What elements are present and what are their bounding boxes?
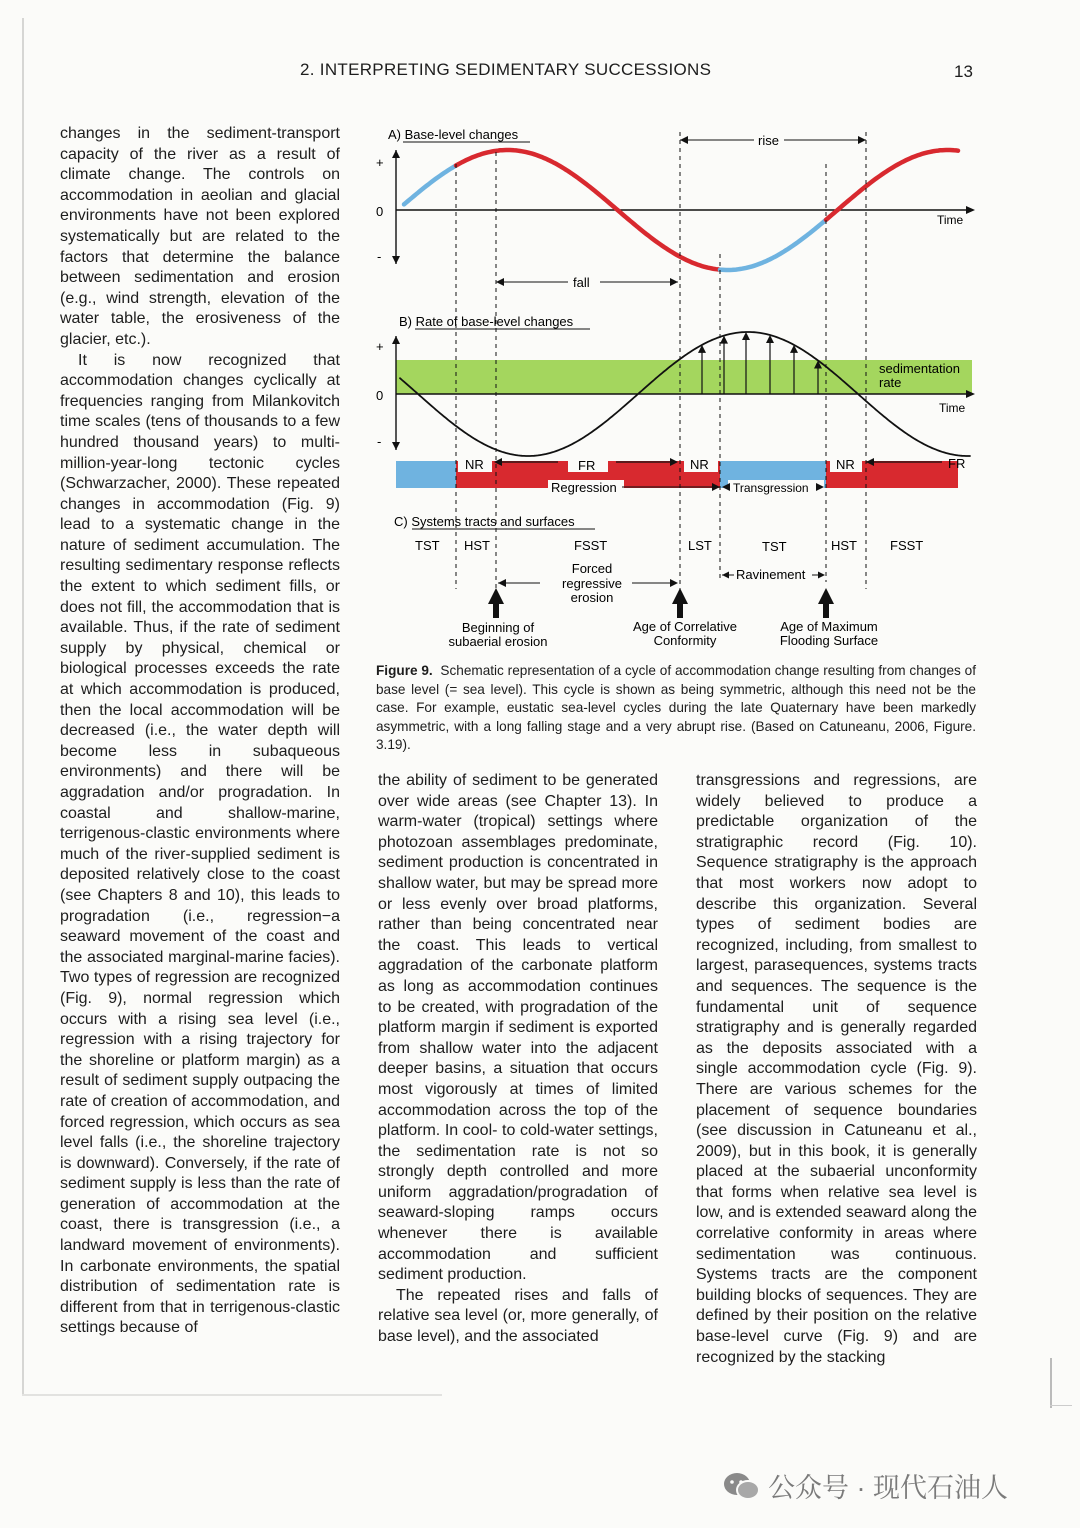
- forced-erosion-label: erosion: [570, 590, 614, 605]
- caption-text: Schematic representation of a cycle of accommodation change resulting from changes of base level (= sea level). This cycle is shown as being symmetric, although this need not be the case. For example, eustatic sea-level cycles during the late Quaternary have been markedly asymmetric, with a long falling stage and a very abrupt rise. (Based on Catuneanu, 2006, Figure. 3.19).: [376, 663, 976, 753]
- panel-a-title: A) Base-level changes: [388, 127, 519, 142]
- caption-label: Figure 9.: [376, 663, 433, 678]
- systems-tract-label: FSST: [574, 538, 608, 553]
- nr-label: NR: [465, 457, 484, 472]
- arrowhead: [858, 136, 866, 144]
- figure-9-diagram: [372, 124, 980, 662]
- page-bottom-edge: [22, 1394, 442, 1396]
- axis-zero: 0: [376, 204, 384, 219]
- curve-segment: [404, 166, 456, 205]
- running-head: 2. INTERPRETING SEDIMENTARY SUCCESSIONS: [300, 60, 712, 79]
- surface-arrow-icon: [488, 588, 504, 618]
- time-label-a: Time: [937, 213, 964, 227]
- arrowhead: [722, 572, 729, 579]
- regression-label: Regression: [551, 480, 617, 495]
- page-edge: [22, 18, 24, 1396]
- watermark: [722, 1466, 1008, 1505]
- transgression-label: Transgression: [733, 481, 809, 495]
- paragraph: It is now recognized that accommodation changes cyclically at frequencies ranging from Milankovitch time scales (tens of thousands to a few hundred thousand years) to multi-million-year-long tectonic cycles (Schwarzacher, 2000). These repeated changes in accommodation (Fig. 9) lead to a systematic change in the nature of sediment accumulation. The resulting sedimentary response reflects the extent to which sediment fills, or does not fill, the accommodation that is available. Thus, if the rate of sediment supply by physical, chemical or biological processes exceeds the rate at which accommodation is produced, then the local accommodation will be decreased (i.e., the water depth will become less in subaqueous environments) and there will be aggradation and/or progradation. In coastal and shallow-marine, terrigenous-clastic environments where much of the river-supplied sediment is deposited relatively close to the coast (see Chapters 8 and 10), this leads to progradation (i.e., regression−a seaward movement of the coast and the associated marginal-marine facies). Two types of regression are recognized (Fig. 9), normal regression which occurs with a rising sea level (i.e., regression with a rising trajectory for the shoreline or platform margin) as a result of sediment supply outpacing the rate of creation of accommodation, and forced regression, which occurs as sea level falls (i.e., the shoreline trajectory is downward). Conversely, if the rate of sediment supply is less than the rate of generation of accommodation at the coast, there is transgression (i.e., a landward movement of environments). In carbonate environments, the spatial distribution of sedimentation rate is different from that in terrigenous-clastic settings because of: [60, 351, 340, 1337]
- arrowhead: [680, 136, 688, 144]
- axis-zero: 0: [376, 388, 384, 403]
- surface-label: Conformity: [653, 633, 717, 648]
- curve-segment: [720, 220, 826, 270]
- axis-plus: +: [376, 155, 384, 170]
- chat-bubble-icon: [722, 1471, 760, 1501]
- panel-b-title: B) Rate of base-level changes: [399, 314, 574, 329]
- paragraph: transgressions and regressions, are widely believed to produce a predictable organization of the stratigraphic record (Fig. 10). Sequence stratigraphy is the approach that most workers now adopt to describe this organization. Several types of sediment bodies are recognized, including, from smallest to largest, parasequences, systems tracts and sequences. The sequence is the fundamental unit of sequence stratigraphy and is generally regarded as the deposits associated with a single accommodation cycle (Fig. 9). There are various schemes for the placement of sequence boundaries (see discussion in Catuneanu et al., 2009), but in this book, it is generally placed at the subaerial unconformity that forms when relative sea level is low, and is extended seaward along the correlative conformity in areas where sedimentation was continuous. Systems tracts are the component building blocks of sequences. They are defined by their position on the relative base-level curve (Fig. 9) and are recognized by the stacking: [696, 772, 977, 1366]
- systems-tract-label: TST: [762, 539, 787, 554]
- surface-label: Age of Correlative: [632, 619, 738, 634]
- arrowhead: [742, 332, 750, 340]
- rise-label: rise: [758, 133, 779, 148]
- surface-label: Age of Maximum: [780, 619, 878, 634]
- surface-arrow-icon: [818, 588, 834, 618]
- y-axis-arrowhead: [392, 256, 400, 264]
- systems-tract-label: HST: [831, 538, 857, 553]
- paragraph: the ability of sediment to be generated over wide areas (see Chapter 13). In warm-water (tropical) settings where photozoan assemblages predominate, sediment production is concentrated in shallow water, but may be spread more or less evenly over broad platforms, rather than being concentrated near the coast. This leads to vertical aggradation of the carbonate platform as long as accommodation continues to be created, with progradation of the platform margin if sediment is exported from shallow water into the adjacent deeper basins, a situation that occurs most vigorously at times of limited accommodation across the top of the platform. In cool- to cold-water settings, the sedimentation rate is not so strongly depth controlled and more uniform aggradation/progradation of seaward-sloping ramps occurs whenever there is available accommodation and sufficient sediment production.: [378, 772, 658, 1284]
- paragraph: changes in the sediment-transport capacity of the river as a result of climate change. The controls on accommodation in aeolian and glacial environments have not been explored systematically but are related to the factors that determine the balance between sedimentation and erosion (e.g., wind strength, elevation of the water table, the erosiveness of the glacier, etc.).: [60, 125, 340, 348]
- fall-label: fall: [573, 275, 590, 290]
- time-label-b: Time: [939, 401, 966, 415]
- y-axis-arrowhead: [392, 150, 400, 158]
- panel-c-title: C) Systems tracts and surfaces: [394, 514, 575, 529]
- arrowhead: [670, 579, 678, 587]
- page-number: 13: [954, 62, 973, 81]
- time-axis-arrowhead: [966, 206, 975, 214]
- watermark-text: 公众号 · 现代石油人: [768, 1473, 1008, 1503]
- systems-tract-label: TST: [415, 538, 440, 553]
- nr-label: NR: [690, 457, 709, 472]
- y-axis-arrowhead: [392, 336, 400, 344]
- forced-erosion-label: regressive: [562, 576, 622, 591]
- corner-mark: [1050, 1358, 1052, 1408]
- axis-minus: -: [377, 249, 382, 264]
- figure-9: [372, 124, 980, 662]
- figure-caption: [376, 662, 976, 755]
- axis-plus: +: [376, 339, 384, 354]
- nr-label: NR: [836, 457, 855, 472]
- fr-label: FR: [948, 456, 966, 471]
- text-column-2: [378, 771, 658, 1348]
- arrowhead: [818, 572, 825, 579]
- text-column-1: [60, 124, 340, 1339]
- surface-label: Flooding Surface: [779, 633, 879, 648]
- y-axis-arrowhead: [392, 442, 400, 450]
- surface-arrow-icon: [672, 588, 688, 618]
- fr-label: FR: [578, 458, 596, 473]
- forced-erosion-label: Forced: [571, 561, 613, 576]
- text-column-3: [696, 771, 977, 1368]
- arrowhead: [670, 278, 678, 286]
- sedimentation-rate-label: sedimentation: [879, 361, 960, 376]
- arrowhead: [496, 278, 504, 286]
- axis-minus: -: [377, 434, 382, 449]
- systems-tract-label: HST: [464, 538, 490, 553]
- ravinement-label: Ravinement: [736, 567, 806, 582]
- systems-tract-label: LST: [688, 538, 712, 553]
- systems-tract-label: FSST: [890, 538, 924, 553]
- corner-mark: [1050, 1405, 1072, 1406]
- paragraph: The repeated rises and falls of relative sea level (or, more generally, of base level), and the associated: [378, 1286, 658, 1346]
- sedimentation-rate-label: rate: [879, 375, 902, 390]
- arrowhead: [498, 579, 506, 587]
- surface-label: subaerial erosion: [448, 634, 548, 649]
- bar-segment-blue: [396, 461, 456, 488]
- surface-label: Beginning of: [461, 620, 535, 635]
